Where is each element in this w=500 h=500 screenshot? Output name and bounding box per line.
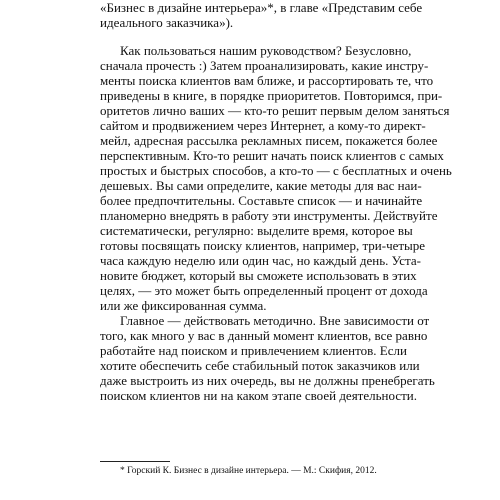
text-line: «Бизнес в дизайне интерьера»*, в главе «Представим себе bbox=[100, 0, 423, 15]
text-line: перспективным. Кто-то решит начать поиск клиентов с самых bbox=[100, 148, 444, 163]
text-line: новите бюджет, который вы сможете использовать в этих bbox=[100, 268, 417, 283]
text-line: того, как много у вас в данный момент клиентов, все равно bbox=[100, 328, 428, 343]
text-line: работайте над поиском и привлечением клиентов. Если bbox=[100, 343, 407, 358]
footnote: * Горский К. Бизнес в дизайне интерьера. — М.: Скифия, 2012. bbox=[120, 466, 377, 476]
text-line: дешевых. Вы сами определите, какие методы для вас наи- bbox=[100, 178, 422, 193]
text-line: сначала прочесть :) Затем проанализировать, какие инстру- bbox=[100, 58, 429, 73]
text-line: готовы посвящать поиску клиентов, например, три-четыре bbox=[100, 238, 426, 253]
paragraph-first-line: Как пользоваться нашим руководством? Безусловно, bbox=[120, 43, 412, 58]
text-line: часа каждую неделю или один час, но каждый день. Уста- bbox=[100, 253, 421, 268]
footnote-divider bbox=[100, 461, 170, 462]
text-line: поиском клиентов ни на каком этапе своей деятельности. bbox=[100, 388, 417, 403]
text-line: мейл, адресная рассылка рекламных писем, покажется более bbox=[100, 133, 438, 148]
text-line: планомерно внедрять в работу эти инструменты. Действуйте bbox=[100, 208, 438, 223]
text-line: менты поиска клиентов вам ближе, и рассортировать те, что bbox=[100, 73, 434, 88]
text-line: сайтом и продвижением через Интернет, а кому-то директ- bbox=[100, 118, 426, 133]
text-line: систематически, регулярно: выделите время, которое вы bbox=[100, 223, 413, 238]
text-line: или же фиксированная сумма. bbox=[100, 298, 267, 313]
paragraph-first-line: Главное — действовать методично. Вне зависимости от bbox=[120, 313, 430, 328]
text-line: оритетов лично ваших — кто-то решит первым делом заняться bbox=[100, 103, 450, 118]
text-line: более предпочтительны. Составьте список — и начинайте bbox=[100, 193, 423, 208]
text-line: приведены в книге, в порядке приоритетов. Повторимся, при- bbox=[100, 88, 443, 103]
text-line: идеального заказчика»). bbox=[100, 15, 234, 30]
text-line: целях, — это может быть определенный процент от дохода bbox=[100, 283, 428, 298]
text-line: даже выстроить из них очередь, вы не должны пренебрегать bbox=[100, 373, 435, 388]
text-line: хотите обеспечить себе стабильный поток заказчиков или bbox=[100, 358, 420, 373]
text-line: простых и быстрых способов, а кто-то — с бесплатных и очень bbox=[100, 163, 452, 178]
